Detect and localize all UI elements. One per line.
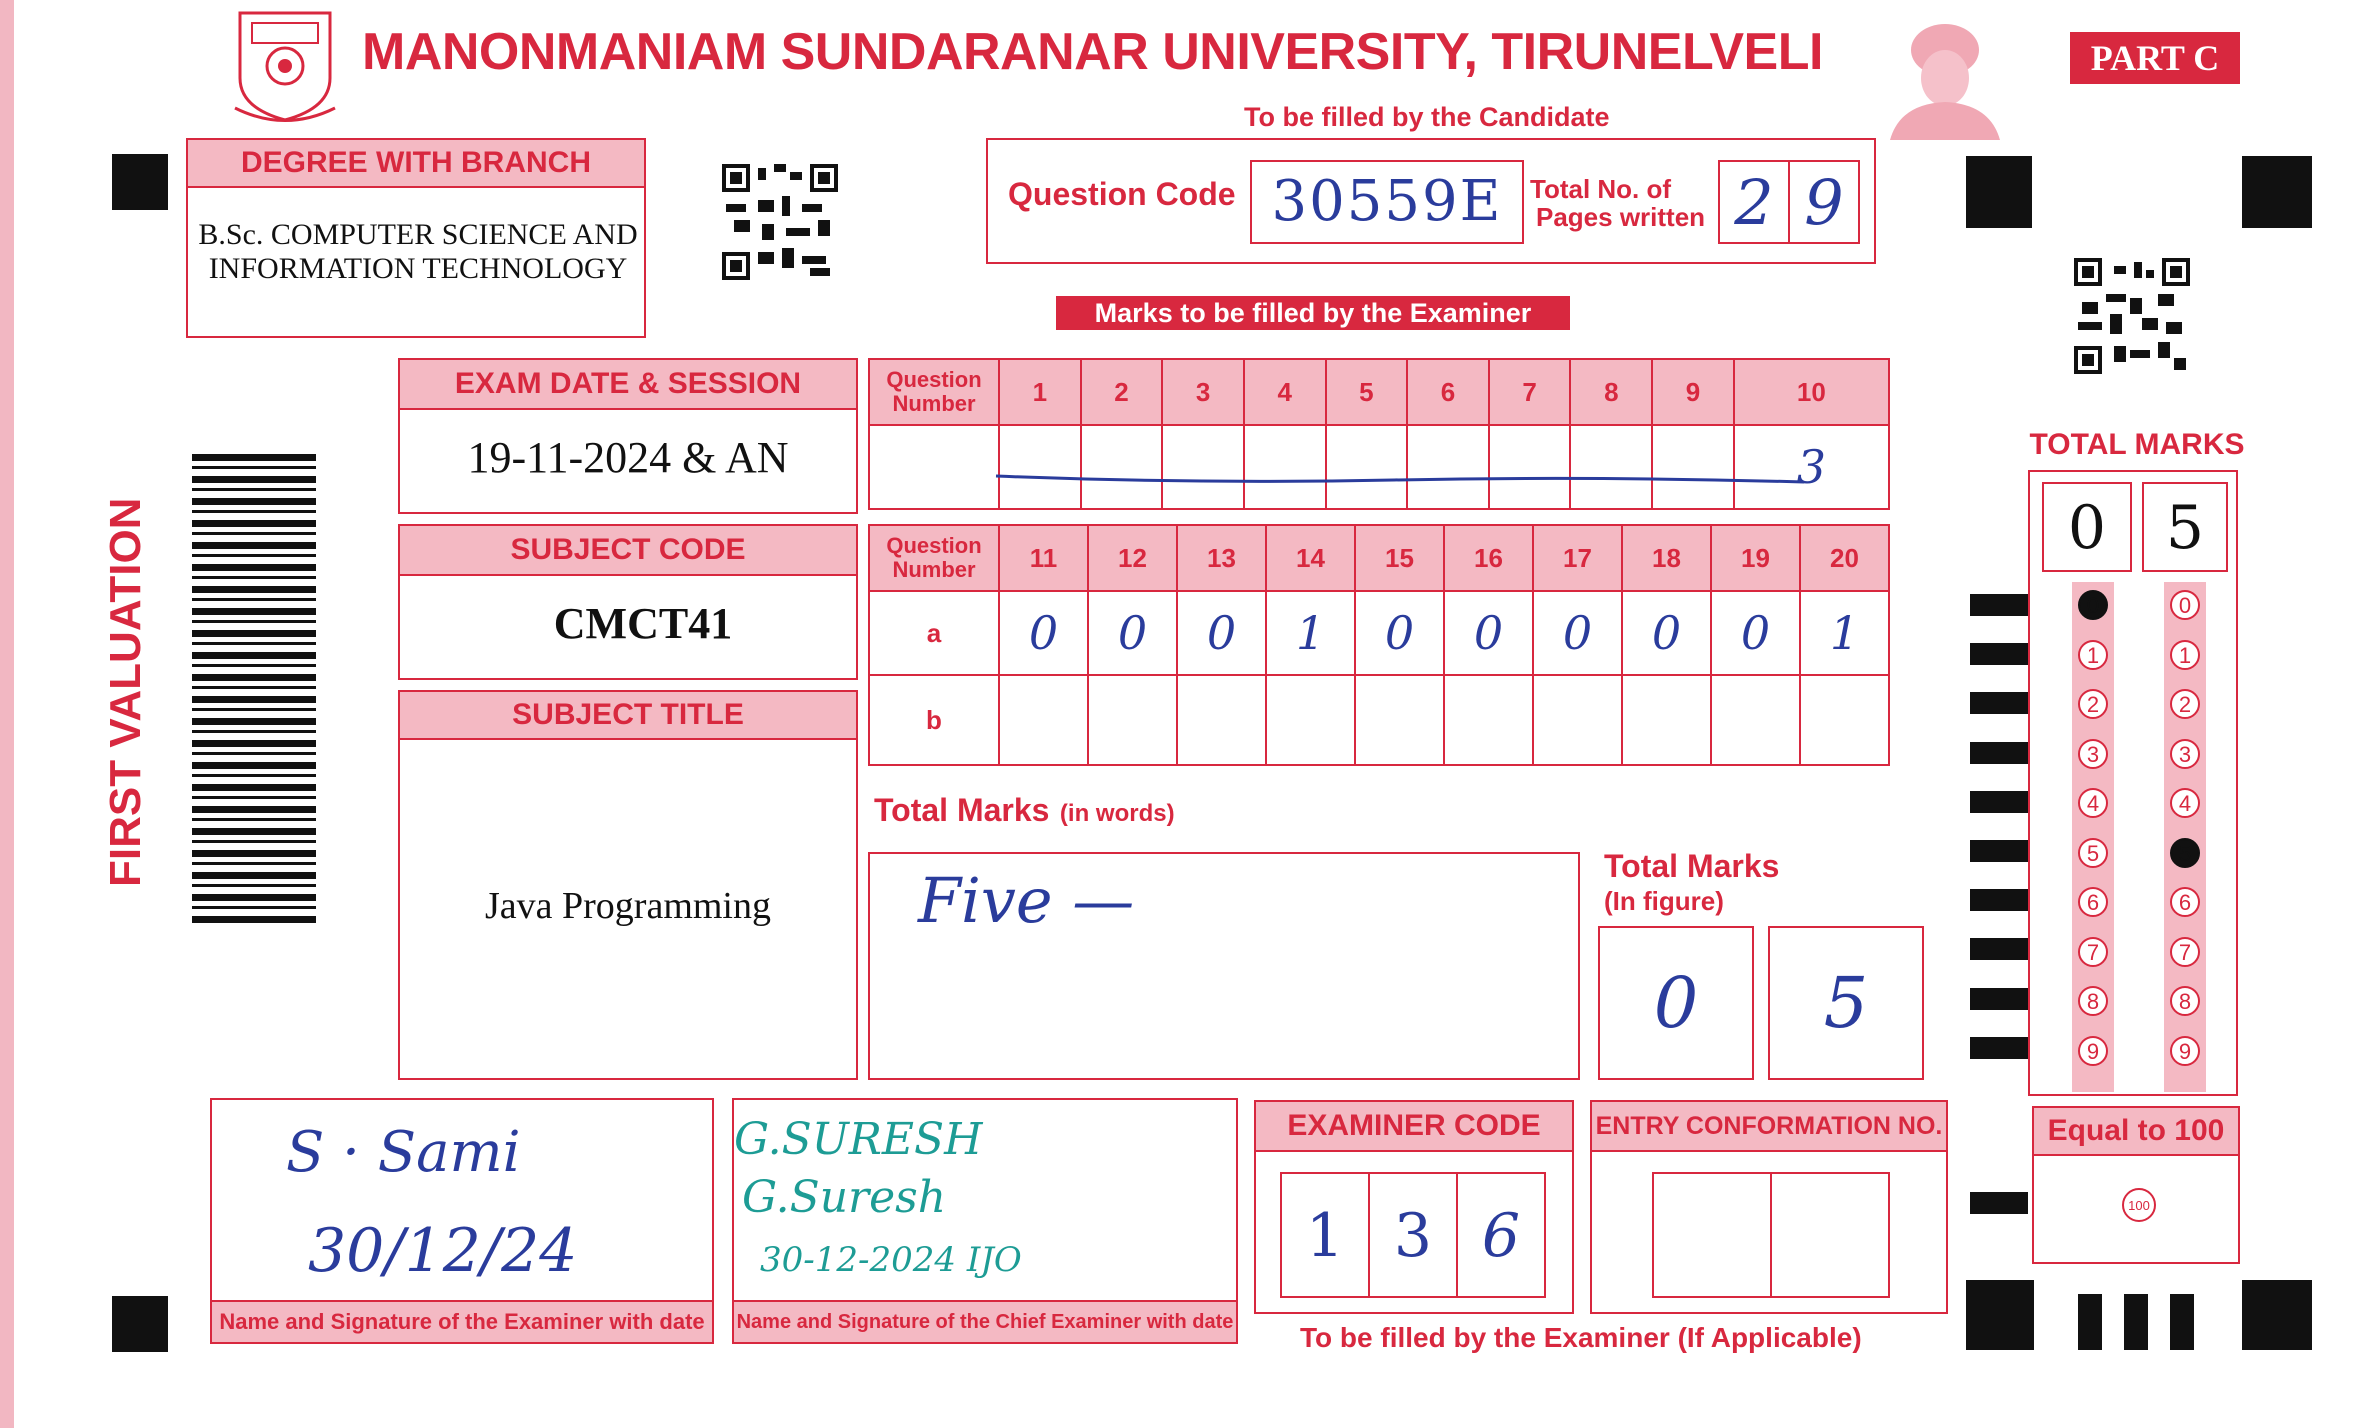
bubble-option[interactable]: 6 — [2078, 887, 2108, 917]
subject-code-header: SUBJECT CODE — [400, 526, 856, 576]
bubble-option[interactable]: 8 — [2170, 986, 2200, 1016]
bubble-option[interactable]: 9 — [2170, 1036, 2200, 1066]
bubble-option[interactable]: 1 — [2170, 640, 2200, 670]
mark-cell[interactable]: 0 — [1533, 591, 1622, 675]
exam-date-box — [398, 358, 858, 514]
timing-mark — [2124, 1294, 2148, 1350]
question-number: 7 — [1489, 359, 1571, 425]
examiner-signature-box — [210, 1098, 714, 1344]
mark-cell[interactable]: 0 — [1355, 591, 1444, 675]
bubble-100[interactable]: 100 — [2122, 1188, 2156, 1222]
mark-cell[interactable]: 0 — [1444, 591, 1533, 675]
subject-code-box — [398, 524, 858, 680]
table2-label-2: Number — [892, 557, 976, 582]
candidate-note: To be filled by the Candidate — [1244, 102, 1610, 132]
bubble-option[interactable]: 7 — [2078, 937, 2108, 967]
mark-cell[interactable]: 3 — [1734, 425, 1889, 509]
marks-table-2 — [868, 524, 1890, 766]
total-words-box[interactable] — [868, 852, 1580, 1080]
qr-code — [722, 164, 838, 280]
timing-mark — [1970, 889, 2028, 911]
chief-signature-box — [732, 1098, 1238, 1344]
left-edge-strip — [0, 0, 14, 1428]
mark-cell[interactable] — [1711, 675, 1800, 765]
row-b-label: b — [869, 675, 999, 765]
portrait-image — [1880, 12, 2010, 140]
registration-mark — [2242, 1280, 2312, 1350]
entry-confirmation-header: ENTRY CONFORMATION NO. — [1592, 1102, 1946, 1152]
mark-cell[interactable] — [1266, 675, 1355, 765]
mark-cell[interactable] — [1622, 675, 1711, 765]
mark-cell[interactable] — [1533, 675, 1622, 765]
bubble-option[interactable]: 4 — [2170, 788, 2200, 818]
total-words-label — [874, 792, 1175, 829]
degree-box — [186, 138, 646, 338]
mark-cell[interactable]: 0 — [1177, 591, 1266, 675]
bubble-option[interactable]: 9 — [2078, 1036, 2108, 1066]
total-words-title: Total Marks — [874, 792, 1050, 828]
mark-cell[interactable] — [999, 675, 1088, 765]
question-code-label: Question Code — [1008, 176, 1236, 212]
row-a-label: a — [869, 591, 999, 675]
question-number: 2 — [1081, 359, 1163, 425]
examiner-code-digit[interactable]: 6 — [1456, 1172, 1546, 1298]
mark-cell[interactable] — [1444, 675, 1533, 765]
bubble-option[interactable]: 8 — [2078, 986, 2108, 1016]
chief-sign-line3: 30-12-2024 IJO — [760, 1240, 1022, 1280]
university-title: MANONMANIAM SUNDARANAR UNIVERSITY, TIRUNELVELI — [362, 23, 1823, 81]
timing-mark — [1970, 692, 2028, 714]
mark-cell[interactable]: 0 — [1711, 591, 1800, 675]
timing-mark — [1970, 742, 2028, 764]
chief-sign-caption: Name and Signature of the Chief Examiner with date — [734, 1300, 1236, 1342]
bubble-option[interactable]: 0 — [2170, 590, 2200, 620]
examiner-signature: S · Sami — [286, 1120, 521, 1185]
entry-confirmation-cell[interactable] — [1770, 1172, 1890, 1298]
total-figure-sub: (In figure) — [1604, 886, 1724, 916]
panel-digit-tens[interactable]: 0 — [2042, 482, 2132, 572]
pages-label-2: Pages written — [1536, 202, 1706, 232]
examiner-code-header: EXAMINER CODE — [1256, 1102, 1572, 1152]
timing-mark — [1970, 840, 2028, 862]
mark-cell[interactable]: 1 — [1800, 591, 1889, 675]
total-figure-digit-1[interactable]: 0 — [1598, 926, 1754, 1080]
question-number: 15 — [1355, 525, 1444, 591]
degree-line1: B.Sc. COMPUTER SCIENCE AND — [198, 218, 638, 251]
timing-mark — [2170, 1294, 2194, 1350]
examiner-sign-date: 30/12/24 — [308, 1216, 578, 1286]
question-number: 8 — [1570, 359, 1652, 425]
pages-digit-1[interactable]: 2 — [1718, 160, 1790, 244]
subject-title-value: Java Programming — [484, 885, 771, 927]
question-number: 16 — [1444, 525, 1533, 591]
total-marks-panel — [2028, 470, 2238, 1096]
examiner-banner: Marks to be filled by the Examiner — [1056, 296, 1570, 330]
bubble-option[interactable]: 3 — [2078, 739, 2108, 769]
examiner-code-box — [1254, 1100, 1574, 1314]
degree-header: DEGREE WITH BRANCH — [188, 140, 644, 188]
footer-note: To be filled by the Examiner (If Applicable) — [1300, 1322, 1862, 1353]
equal-100-box — [2032, 1106, 2240, 1264]
table1-label-2: Number — [892, 391, 976, 416]
bubble-option[interactable]: 2 — [2170, 689, 2200, 719]
exam-date-header: EXAM DATE & SESSION — [400, 360, 856, 410]
part-badge: PART C — [2070, 32, 2240, 84]
timing-mark — [1970, 1192, 2028, 1214]
degree-line2: INFORMATION TECHNOLOGY — [208, 252, 628, 285]
bubble-filled[interactable]: 0 — [2078, 590, 2108, 620]
question-number: 17 — [1533, 525, 1622, 591]
question-number: 20 — [1800, 525, 1889, 591]
mark-cell[interactable]: 0 — [999, 591, 1088, 675]
panel-digit-units[interactable]: 5 — [2142, 482, 2228, 572]
examiner-code-digit[interactable]: 1 — [1280, 1172, 1370, 1298]
question-number: 11 — [999, 525, 1088, 591]
question-code-value: 30559E — [1271, 169, 1503, 234]
bubble-option[interactable]: 1 — [2078, 640, 2108, 670]
timing-mark — [1970, 988, 2028, 1010]
equal-100-header: Equal to 100 — [2034, 1108, 2238, 1156]
mark-cell[interactable] — [1088, 675, 1177, 765]
total-marks-panel-label: TOTAL MARKS — [2029, 428, 2245, 461]
mark-cell[interactable] — [1800, 675, 1889, 765]
registration-mark — [112, 1296, 168, 1352]
bubble-option[interactable]: 2 — [2078, 689, 2108, 719]
registration-mark — [1966, 156, 2032, 228]
first-valuation-label: FIRST VALUATION — [101, 497, 150, 887]
total-figure-digit-2[interactable]: 5 — [1768, 926, 1924, 1080]
bubble-option[interactable]: 6 — [2170, 887, 2200, 917]
question-code-box — [986, 138, 1876, 264]
mark-cell[interactable] — [1177, 675, 1266, 765]
mark-cell[interactable] — [1355, 675, 1444, 765]
subject-title-header: SUBJECT TITLE — [400, 692, 856, 740]
question-number: 5 — [1326, 359, 1408, 425]
mark-cell[interactable]: 0 — [1088, 591, 1177, 675]
pages-digit-2[interactable]: 9 — [1788, 160, 1860, 244]
university-logo — [230, 8, 340, 128]
question-number: 19 — [1711, 525, 1800, 591]
question-number: 13 — [1177, 525, 1266, 591]
timing-mark — [2078, 1294, 2102, 1350]
timing-mark — [1970, 1037, 2028, 1059]
entry-confirmation-cell[interactable] — [1652, 1172, 1772, 1298]
registration-mark — [1966, 1280, 2034, 1350]
question-code-value-box[interactable] — [1250, 160, 1524, 244]
question-number: 12 — [1088, 525, 1177, 591]
subject-title-box — [398, 690, 858, 1080]
timing-mark — [1970, 791, 2028, 813]
chief-sign-line2: G.Suresh — [742, 1172, 947, 1223]
qr-code — [2074, 258, 2190, 374]
mark-cell[interactable]: 0 — [1622, 591, 1711, 675]
timing-mark — [1970, 938, 2028, 960]
question-number: 9 — [1652, 359, 1734, 425]
examiner-sign-caption: Name and Signature of the Examiner with date — [212, 1300, 712, 1342]
bubble-option[interactable]: 5 — [2078, 838, 2108, 868]
timing-mark — [1970, 594, 2028, 616]
mark-cell[interactable]: 1 — [1266, 591, 1355, 675]
entry-confirmation-box — [1590, 1100, 1948, 1314]
question-number: 1 — [999, 359, 1081, 425]
registration-mark — [112, 154, 168, 210]
exam-date-value: 19-11-2024 & AN — [467, 433, 789, 482]
total-figure-title: Total Marks — [1604, 848, 1780, 884]
question-number: 4 — [1244, 359, 1326, 425]
examiner-code-digit[interactable]: 3 — [1368, 1172, 1458, 1298]
total-words-value: Five — — [918, 864, 1135, 937]
question-number: 3 — [1162, 359, 1244, 425]
subject-code-value: CMCT41 — [553, 599, 733, 648]
question-number: 10 — [1734, 359, 1889, 425]
registration-mark — [2242, 156, 2312, 228]
bubble-filled[interactable]: 5 — [2170, 838, 2200, 868]
bubble-option[interactable]: 7 — [2170, 937, 2200, 967]
table2-label-1: Question — [886, 533, 982, 558]
question-number: 6 — [1407, 359, 1489, 425]
chief-sign-line1: G.SURESH — [734, 1114, 983, 1165]
bubble-option[interactable]: 4 — [2078, 788, 2108, 818]
question-number: 14 — [1266, 525, 1355, 591]
question-number: 18 — [1622, 525, 1711, 591]
barcode — [192, 454, 316, 924]
total-words-sub: (in words) — [1059, 800, 1175, 827]
bubble-option[interactable]: 3 — [2170, 739, 2200, 769]
table1-label-1: Question — [886, 367, 982, 392]
strike-line — [994, 464, 1808, 494]
row-label-blank — [869, 425, 999, 509]
pages-label-1: Total No. of — [1530, 174, 1672, 204]
timing-mark — [1970, 643, 2028, 665]
